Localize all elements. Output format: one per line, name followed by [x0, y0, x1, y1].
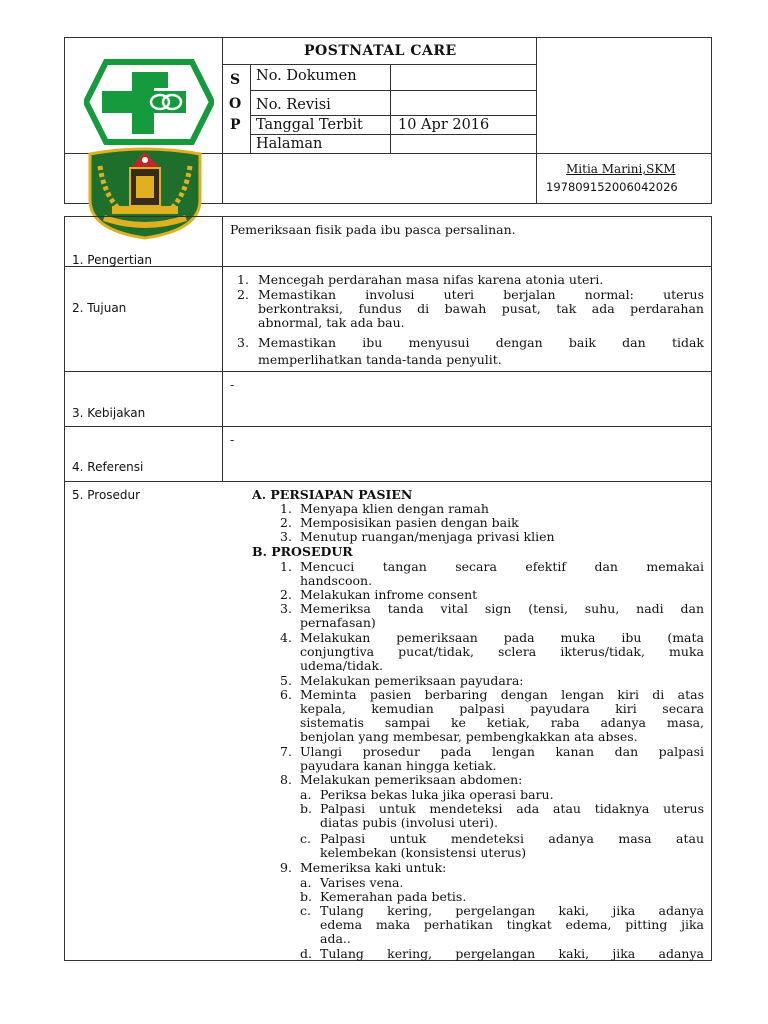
regional-emblem-logo — [82, 146, 208, 240]
tujuan-line: Memastikan ibu menyusui dengan baik dan tidak — [258, 335, 704, 350]
list-item: Melakukan pemeriksaan pada muka ibu (mata — [300, 630, 704, 645]
tujuan-num: 3. — [237, 335, 249, 350]
sublist-item: edema maka perhatikan tingkat edema, pitting jika — [320, 917, 704, 932]
sublist-item: Tulang kering, pergelangan kaki, jika adanya — [320, 946, 704, 961]
signer-name: Mitia Marini,SKM — [566, 162, 676, 176]
field-label-no-dokumen: No. Dokumen — [256, 68, 357, 84]
field-label-halaman: Halaman — [256, 136, 323, 152]
border-line — [64, 216, 65, 961]
sublist-num: a. — [300, 875, 312, 890]
tujuan-num: 1. — [237, 272, 249, 287]
list-item: Memeriksa kaki untuk: — [300, 860, 447, 875]
sublist-item: kelembekan (konsistensi uterus) — [320, 845, 527, 860]
border-line — [222, 64, 536, 65]
section-label-tujuan: 2. Tujuan — [72, 301, 127, 315]
border-line — [64, 426, 712, 427]
list-num: 3. — [280, 529, 292, 544]
list-item: payudara kanan hingga ketiak. — [300, 758, 497, 773]
list-item: Memeriksa tanda vital sign (tensi, suhu, nadi dan — [300, 601, 704, 616]
list-item: benjolan yang membesar, pembengkakkan ata abses. — [300, 729, 638, 744]
section-label-pengertian: 1. Pengertian — [72, 253, 152, 267]
field-label-no-revisi: No. Revisi — [256, 97, 331, 113]
sublist-item: Varises vena. — [320, 875, 404, 890]
border-line — [250, 64, 251, 153]
list-item: Menyapa klien dengan ramah — [300, 501, 489, 516]
list-num: 3. — [280, 601, 292, 616]
list-item: Mencuci tangan secara efektif dan memakai — [300, 559, 704, 574]
referensi-text: - — [230, 432, 235, 447]
border-line — [64, 266, 712, 267]
border-line — [390, 64, 391, 153]
list-item: Ulangi prosedur pada lengan kanan dan palpasi — [300, 744, 704, 759]
sublist-item: Palpasi untuk mendeteksi adanya masa atau — [320, 831, 704, 846]
tujuan-line: Memastikan involusi uteri berjalan normal: uterus — [258, 287, 704, 302]
sublist-num: c. — [300, 903, 311, 918]
border-line — [250, 115, 536, 116]
border-line — [64, 371, 712, 372]
sublist-item: Periksa bekas luka jika operasi baru. — [320, 787, 554, 802]
sublist-num: d. — [300, 946, 312, 961]
border-line — [64, 481, 712, 482]
signer-id: 197809152006042026 — [546, 180, 678, 194]
sop-letter-s: S — [230, 72, 241, 88]
sublist-num: b. — [300, 889, 312, 904]
list-item: udema/tidak. — [300, 658, 383, 673]
border-line — [250, 134, 536, 135]
sublist-num: b. — [300, 801, 312, 816]
list-num: 8. — [280, 772, 292, 787]
field-value-tanggal-terbit: 10 Apr 2016 — [398, 117, 490, 133]
list-num: 2. — [280, 515, 292, 530]
list-item: conjungtiva pucat/tidak, sclera ikterus/tidak, muka — [300, 644, 704, 659]
section-label-referensi: 4. Referensi — [72, 460, 144, 474]
sublist-num: a. — [300, 787, 312, 802]
list-num: 5. — [280, 673, 292, 688]
list-item: sistematis sampai ke ketiak, raba adanya masa, — [300, 715, 704, 730]
prosedur-heading-b: B. PROSEDUR — [252, 544, 353, 559]
tujuan-line: abnormal, tak ada bau. — [258, 315, 405, 330]
list-item: Menutup ruangan/menjaga privasi klien — [300, 529, 555, 544]
list-num: 7. — [280, 744, 292, 759]
sublist-item: ada.. — [320, 931, 351, 946]
border-line — [711, 216, 712, 961]
document-title: POSTNATAL CARE — [304, 43, 457, 59]
border-line — [64, 216, 712, 217]
list-item: handscoon. — [300, 573, 373, 588]
sublist-num: c. — [300, 831, 311, 846]
sublist-item: diatas pubis (involusi uteri). — [320, 815, 498, 830]
border-line — [250, 90, 536, 91]
sublist-item: Kemerahan pada betis. — [320, 889, 467, 904]
border-line — [536, 37, 537, 203]
list-num: 4. — [280, 630, 292, 645]
list-num: 9. — [280, 860, 292, 875]
border-line — [64, 37, 712, 38]
border-line — [64, 37, 65, 203]
border-line — [222, 37, 223, 203]
list-item: Memposisikan pasien dengan baik — [300, 515, 519, 530]
list-num: 6. — [280, 687, 292, 702]
sublist-item: Palpasi untuk mendeteksi ada atau tidaknya uterus — [320, 801, 704, 816]
list-num: 1. — [280, 501, 292, 516]
sop-letter-p: P — [230, 117, 241, 133]
section-label-prosedur: 5. Prosedur — [72, 488, 141, 502]
kebijakan-text: - — [230, 377, 235, 392]
tujuan-line: memperlihatkan tanda-tanda penyulit. — [258, 352, 502, 367]
list-item: kepala, kemudian palpasi payudara kiri secara — [300, 701, 704, 716]
tujuan-num: 2. — [237, 287, 249, 302]
health-cross-logo — [84, 58, 214, 146]
pengertian-text: Pemeriksaan fisik pada ibu pasca persalinan. — [230, 222, 516, 237]
border-line — [711, 37, 712, 203]
section-label-kebijakan: 3. Kebijakan — [72, 406, 146, 420]
sop-letter-o: O — [229, 96, 242, 112]
prosedur-heading-a: A. PERSIAPAN PASIEN — [252, 487, 413, 502]
sublist-item: Tulang kering, pergelangan kaki, jika adanya — [320, 903, 704, 918]
list-item: Meminta pasien berbaring dengan lengan kiri di atas — [300, 687, 704, 702]
field-label-tanggal-terbit: Tanggal Terbit — [256, 117, 363, 133]
list-item: Melakukan infrome consent — [300, 587, 478, 602]
list-item: Melakukan pemeriksaan payudara: — [300, 673, 524, 688]
list-item: pernafasan) — [300, 615, 376, 630]
tujuan-line: Mencegah perdarahan masa nifas karena atonia uteri. — [258, 272, 604, 287]
list-item: Melakukan pemeriksaan abdomen: — [300, 772, 523, 787]
border-line — [222, 216, 223, 481]
tujuan-line: berkontraksi, fundus di bawah pusat, tak ada perdarahan — [258, 301, 704, 316]
list-num: 2. — [280, 587, 292, 602]
list-num: 1. — [280, 559, 292, 574]
